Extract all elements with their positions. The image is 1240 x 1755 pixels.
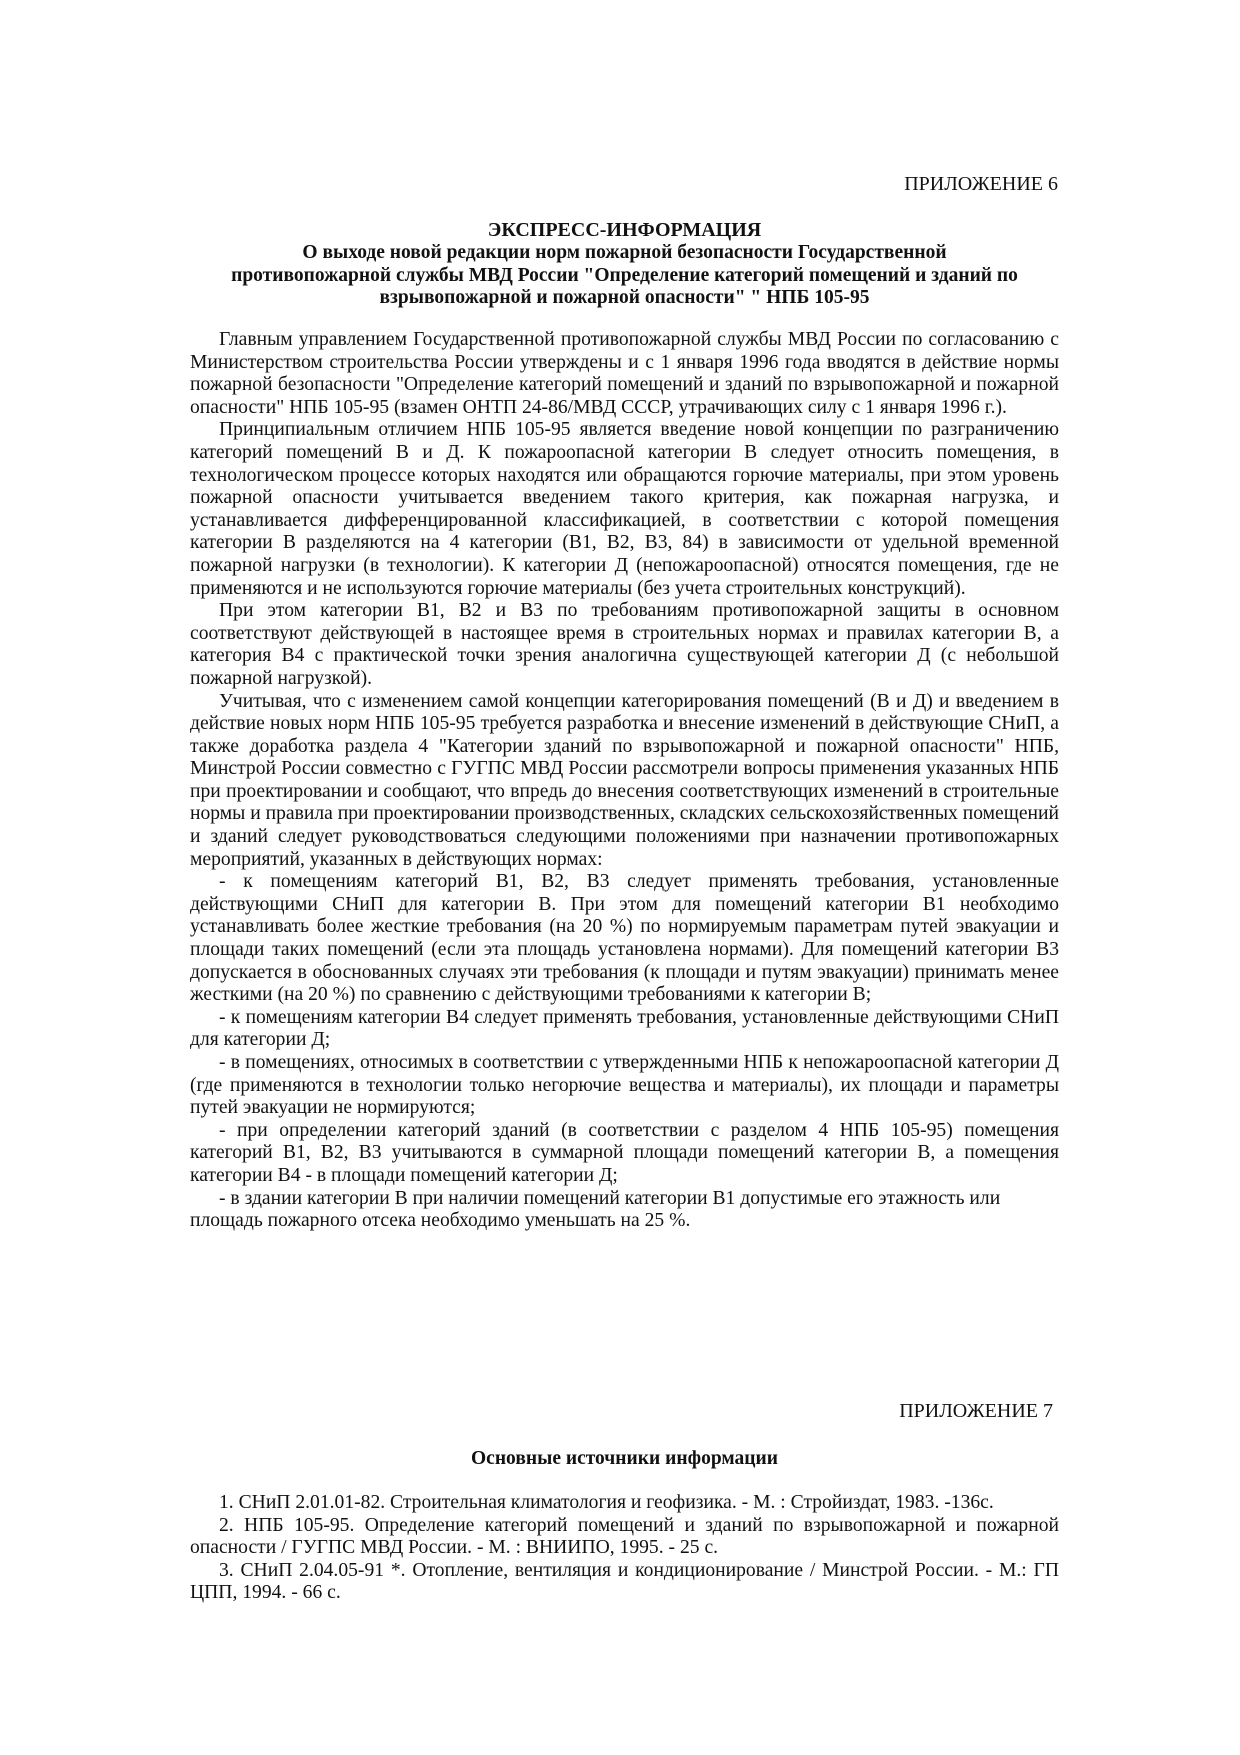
paragraph: Учитывая, что с изменением самой концепции категорирования помещений (В и Д) и введением в действие новых норм НПБ 105-95 требуется разработка и внесение изменений в действующие СНиП, а также доработка раздела 4 "Категории зданий по взрывопожарной и пожарной опасности" НПБ, Минстрой России совместно с ГУГПС МВД России рассмотрели вопросы применения указанных НПБ при проектировании и сообщают, что впредь до внесения соответствующих изменений в строительные нормы и правила при проектировании производственных, складских сельскохозяйственных помещений и зданий следует руководствоваться следующими положениями при назначении противопожарных мероприятий, указанных в действующих нормах: [190,690,1059,870]
appendix-7-label: ПРИЛОЖЕНИЕ 7 [899,1400,1053,1422]
list-item: - в здании категории В при наличии помещений категории В1 допустимые его этажность или площадь пожарного отсека необходимо уменьшать на 25 %. [190,1187,1001,1232]
paragraph: Принципиальным отличием НПБ 105-95 является введение новой концепции по разграничению категорий помещений В и Д. К пожароопасной категории В следует относить помещения, в технологическом процессе которых находятся или обращаются горючие материалы, при этом уровень пожарной опасности учитывается введением такого критерия, как пожарная нагрузка, и устанавливается дифференцированной классификацией, в соответствии с которой помещения категории В разделяются на 4 категории (В1, В2, В3, 84) в зависимости от удельной временной пожарной нагрузки (в технологии). К категории Д (непожароопасной) относятся помещения, где не применяются и не используются горючие материалы (без учета строительных конструкций). [190,419,1059,599]
express-info-title: ЭКСПРЕСС-ИНФОРМАЦИЯ [487,219,762,241]
paragraph: Главным управлением Государственной противопожарной службы МВД России по согласованию с Министерством строительства России утверждены и с 1 января 1996 года вводятся в действие нормы пожарной безопасности "Определение категорий помещений и зданий по взрывопожарной и пожарной опасности" НПБ 105-95 (взамен ОНТП 24-86/МВД СССР, утрачивающих силу с 1 января 1996 г.). [190,329,1059,418]
paragraph: При этом категории В1, В2 и В3 по требованиям противопожарной защиты в основном соответствуют действующей в настоящее время в строительных нормах и правилах категории В, а категория В4 с практической точки зрения аналогична существующей категории Д (с небольшой пожарной нагрузкой). [190,600,1059,689]
sources-title: Основные источники информации [471,1448,778,1469]
list-item: - при определении категорий зданий (в соответствии с разделом 4 НПБ 105-95) помещения категорий В1, В2, В3 учитываются в суммарной площади помещений категории В, а помещения категории В4 - в площади помещений категории Д; [190,1119,1059,1186]
sources-list [190,1492,1059,1605]
list-item: - к помещениям категории В4 следует применять требования, установленные действующими СНиП для категории Д; [190,1006,1059,1051]
express-info-body [190,329,1059,1233]
source-item: 2. НПБ 105-95. Определение категорий помещений и зданий по взрывопожарной и пожарной опасности / ГУГПС МВД России. - М. : ВНИИПО, 1995. - 25 с. [190,1514,1059,1559]
appendix-6-label: ПРИЛОЖЕНИЕ 6 [904,173,1058,195]
list-item: - к помещениям категорий В1, В2, В3 следует применять требования, установленные действующими СНиП для категории В. При этом для помещений категории В1 необходимо устанавливать более жесткие требования (на 20 %) по нормируемым параметрам путей эвакуации и площади таких помещений (если эта площадь установлена нормами). Для помещений категории В3 допускается в обоснованных случаях эти требования (к площади и путям эвакуации) принимать менее жесткими (на 20 %) по сравнению с действующими требованиями к категории В; [190,871,1059,1006]
express-info-heading [190,218,1059,310]
express-info-subtitle: О выходе новой редакции норм пожарной безопасности Государственной противопожарной службы МВД России "Определение категорий помещений и зданий по взрывопожарной и пожарной опасности" " НПБ 105-95 [231,242,1018,308]
source-item: 3. СНиП 2.04.05-91 *. Отопление, вентиляция и кондиционирование / Минстрой России. - М.: ГП ЦПП, 1994. - 66 с. [190,1559,1059,1604]
list-item: - в помещениях, относимых в соответствии с утвержденными НПБ к непожароопасной категории Д (где применяются в технологии только негорючие вещества и материалы), их площади и параметры путей эвакуации не нормируются; [190,1052,1059,1119]
source-item: 1. СНиП 2.01.01-82. Строительная климатология и геофизика. - М. : Стройиздат, 1983. -136с. [219,1492,994,1513]
